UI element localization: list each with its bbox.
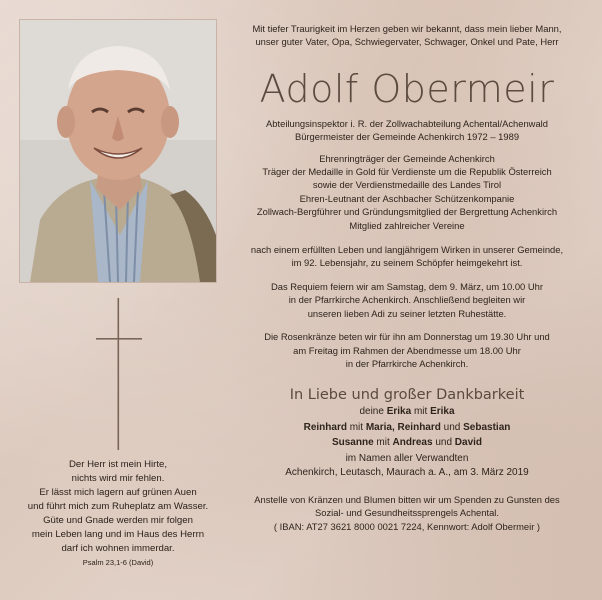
family-list xyxy=(228,404,586,466)
family-line: Susanne mit Andreas und David xyxy=(331,437,483,449)
obituary-text xyxy=(228,22,586,533)
psalm-line: und führt mich zum Ruheplatz am Wasser. xyxy=(27,501,209,512)
rosary-line: Die Rosenkränze beten wir für ihn am Donnerstag um 19.30 Uhr und xyxy=(264,331,550,343)
honor-line: Ehren-Leutnant der Aschbacher Schützenkompanie xyxy=(299,192,515,204)
family-line: im Namen aller Verwandten xyxy=(345,452,469,464)
psalm-line: mein Leben lang und im Haus des Herrn xyxy=(31,529,205,540)
intro-line: Mit tiefer Traurigkeit im Herzen geben wir bekannt, dass mein lieber Mann, xyxy=(252,23,562,34)
death-line: nach einem erfüllten Leben und langjährigem Wirken in unserer Gemeinde, xyxy=(250,244,564,256)
honor-line: Ehrenringträger der Gemeinde Achenkirch xyxy=(319,152,495,164)
requiem-line: unseren lieben Adi zu seiner letzten Ruhestätte. xyxy=(307,307,507,319)
honor-line: Zollwach-Bergführer und Gründungsmitglied der Bergrettung Achenkirch xyxy=(256,206,558,218)
place-date: Achenkirch, Leutasch, Maurach a. A., am 3. März 2019 xyxy=(285,467,529,479)
donation-line: Sozial- und Gesundheitssprengels Achental. xyxy=(315,507,499,519)
honor-line: Mitglied zahlreicher Vereine xyxy=(349,219,465,231)
psalm-line: darf ich wohnen immerdar. xyxy=(61,543,175,554)
thanks-heading: In Liebe und großer Dankbarkeit xyxy=(289,387,525,404)
family-line: Reinhard mit Maria, Reinhard und Sebastian xyxy=(303,421,511,433)
family-line: deine Erika mit Erika xyxy=(359,406,455,418)
psalm-source: Psalm 23,1-6 (David) xyxy=(82,558,154,567)
requiem-line: in der Pfarrkirche Achenkirch. Anschließend begleiten wir xyxy=(288,294,526,306)
deceased-name: Adolf Obermeir xyxy=(259,66,555,111)
requiem-line: Das Requiem feiern wir am Samstag, dem 9. März, um 10.00 Uhr xyxy=(271,280,543,292)
title-line: Bürgermeister der Gemeinde Achenkirch 1972 – 1989 xyxy=(294,131,520,143)
death-line: im 92. Lebensjahr, zu seinem Schöpfer heimgekehrt ist. xyxy=(291,257,523,269)
psalm-quote xyxy=(20,458,216,569)
donation-line: ( IBAN: AT27 3621 8000 0021 7224, Kennwort: Adolf Obermeir ) xyxy=(273,520,541,532)
rosary-line: am Freitag im Rahmen der Abendmesse um 18.00 Uhr xyxy=(293,344,521,356)
portrait-photo xyxy=(19,19,217,283)
honor-line: sowie der Verdienstmedaille des Landes Tirol xyxy=(312,179,502,191)
psalm-line: Güte und Gnade werden mir folgen xyxy=(43,515,193,526)
donation-note xyxy=(228,493,586,533)
psalm-line: Der Herr ist mein Hirte, xyxy=(68,459,168,470)
portrait-icon xyxy=(20,20,216,282)
donation-line: Anstelle von Kränzen und Blumen bitten wir um Spenden zu Gunsten des xyxy=(254,493,560,505)
psalm-line: nichts wird mir fehlen. xyxy=(71,473,165,484)
title-line: Abteilungsinspektor i. R. der Zollwachabteilung Achental/Achenwald xyxy=(266,117,548,129)
psalm-line: Er lässt mich lagern auf grünen Auen xyxy=(39,487,197,498)
cross-icon xyxy=(96,298,142,450)
rosary-line: in der Pfarrkirche Achenkirch. xyxy=(345,357,469,369)
intro-line: unser guter Vater, Opa, Schwiegervater, Schwager, Onkel und Pate, Herr xyxy=(255,36,559,48)
honor-line: Träger der Medaille in Gold für Verdienste um die Republik Österreich xyxy=(262,166,552,178)
